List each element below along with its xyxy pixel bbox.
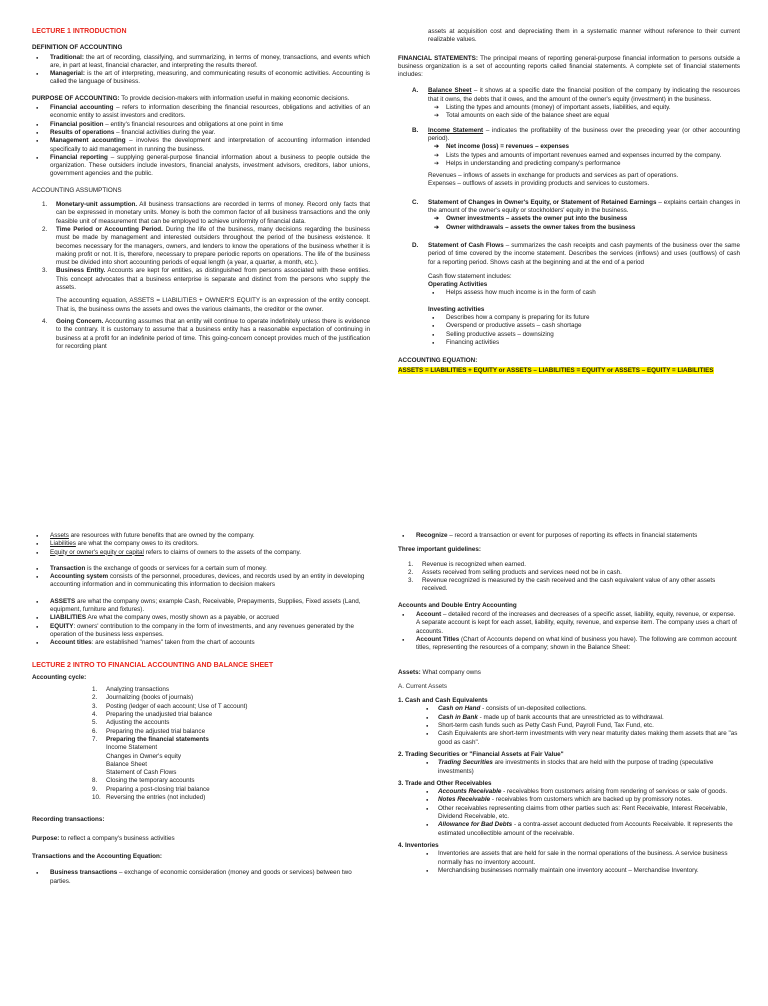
list-item: [398, 821, 740, 838]
text-span: Assets: [50, 532, 69, 539]
text-span: A.: [412, 87, 419, 95]
text-span: Account Titles: [416, 635, 460, 643]
trading-group-heading: 2. Trading Securities or "Financial Assets at Fair Value": [398, 750, 564, 758]
text-span: – it shows at a specific date the financial position of the company by indicating the resources that it owns, the debts that it owes, and the amount of the owner's equity (investment) in the business.: [428, 87, 740, 103]
list-item: [92, 786, 370, 794]
text-span: C.: [412, 198, 419, 206]
list-item: [32, 573, 370, 590]
text-span: Short-term cash funds such as Petty Cash Fund, Payroll Fund, Tax Fund, etc.: [438, 722, 654, 730]
text-span: Are what the company owes, mostly shown as a payable, or accrued: [87, 614, 279, 622]
text-span: 2.: [42, 225, 48, 233]
text-span: Revenue recognized is measured by the cash received and the cash equivalent value of any other assets received.: [422, 577, 716, 593]
text-span: Accounts are kept for entities, as distinguished from persons associated with these entities. This concept advocates that a business enterprise is separate and distinct from the persons who supply the assets.: [56, 267, 370, 292]
list-item: [92, 728, 370, 736]
elements-list: [32, 598, 370, 648]
current-assets-heading: A. Current Assets: [398, 682, 447, 690]
text-span: : are established "names" taken from the chart of accounts: [91, 639, 255, 647]
text-span: - consists of un-deposited collections.: [482, 705, 587, 713]
list-item: [92, 703, 370, 711]
left-top-column: [32, 28, 370, 355]
text-span: Merchandising businesses normally maintain one inventory account – Merchandise Inventory.: [438, 866, 699, 874]
text-span: 9.: [92, 785, 98, 793]
lecture1-title: LECTURE 1 INTRODUCTION: [32, 28, 127, 35]
text-span: Statement of Cash Flows: [428, 241, 504, 249]
list-item: [398, 714, 740, 722]
list-item: [92, 736, 370, 744]
text-span: Analyzing transactions: [106, 686, 170, 694]
text-span: consists of the personnel, procedures, devices, and records used by an entity in developing accounting information and in communicating this information to decision makers: [50, 573, 365, 589]
list-item: [32, 267, 370, 292]
text-span: Equity or owner's equity or capital: [50, 548, 144, 556]
list-item: [32, 598, 370, 615]
list-item: [92, 719, 370, 727]
transaction-list: [32, 565, 370, 590]
list-item: [398, 796, 740, 804]
text-span: Purpose:: [32, 834, 60, 842]
text-span: Assets:: [398, 668, 421, 676]
list-item: [398, 199, 740, 232]
list-item: [398, 730, 740, 747]
list-item: [92, 694, 370, 702]
cash-flow-includes: Cash flow statement includes:: [428, 272, 512, 280]
text-span: 1.: [42, 201, 48, 209]
list-item: [92, 686, 370, 694]
list-item: [398, 705, 740, 713]
text-span: are what the company owns; example Cash, Receivable, Prepayments, Supplies, Fixed assets (Land, equipment, furniture and fixtures).: [50, 597, 361, 614]
text-span: Cash on Hand: [438, 705, 481, 713]
text-span: D.: [412, 241, 419, 249]
right-bottom-column: [398, 532, 740, 879]
text-span: Accounts Receivable: [438, 788, 502, 796]
text-span: 6.: [92, 727, 98, 735]
text-span: 4.: [42, 317, 48, 325]
text-span: Inventories are assets that are held for sale in the normal operations of the business. A service business normally has no inventory account.: [438, 850, 728, 866]
list-item: [32, 623, 370, 640]
list-item: [32, 614, 370, 622]
text-span: (Chart of Accounts depend on what kind of business you have). The following are common account titles, representing the resources of a company; shown in the Balance Sheet:: [416, 635, 737, 652]
text-span: Management accounting: [50, 137, 126, 145]
text-span: - receivables from customers which are backed up by promissory notes.: [491, 796, 693, 804]
list-item: [32, 869, 370, 886]
list-item: Balance Sheet: [106, 760, 147, 768]
text-span: Statement of Changes in Owner's Equity, or Statement of Retained Earnings: [428, 198, 657, 206]
text-span: Reversing the entries (not included): [106, 794, 206, 802]
business-transactions-list: [32, 869, 370, 886]
text-span: Cash in Bank: [438, 713, 478, 721]
transactions-equation-heading: Transactions and the Accounting Equation:: [32, 852, 162, 860]
list-item: [398, 87, 740, 120]
list-item: [32, 104, 370, 121]
text-span: 2.: [408, 568, 414, 576]
text-span: – record a transaction or event for purposes of reporting its effects in financial statements: [449, 532, 698, 539]
text-span: Adjusting the accounts: [106, 719, 170, 727]
text-span: Preparing the financial statements: [106, 735, 209, 743]
list-item: [92, 777, 370, 785]
recording-heading: Recording transactions:: [32, 816, 105, 824]
text-span: During the life of the business, many decisions regarding the business must be made by management and interested outsiders throughout the period of the business existence. It becomes necessary for the managers, owners, and lenders to know the operations of the business whether it is making profit or not. It is, therefore, necessary to prepare periodic reports on operations. The life of the business must be divided into short accounting periods of equal length (a year, a quarter, a month, etc.).: [56, 225, 370, 267]
definitions-list: [32, 532, 370, 557]
text-span: Trading Securities: [438, 759, 493, 767]
list-item: [398, 759, 740, 776]
text-span: – involves the development and interpretation of accounting information intended specifically to aid management in running the business.: [50, 137, 371, 153]
list-item: ● Overspend or productive assets – cash shortage: [428, 322, 740, 330]
text-span: is the art of interpreting, measuring, and communicating results of economic activities. Accounting is called the language of business.: [50, 70, 370, 86]
text-span: - made up of bank accounts that are unrestricted as to withdrawal.: [479, 713, 664, 721]
list-item: ➔ Helps in understanding and predicting company's performance: [398, 160, 740, 168]
list-item: [32, 201, 370, 226]
right-top-column: [398, 28, 740, 379]
lecture2-title: LECTURE 2 INTRO TO FINANCIAL ACCOUNTING AND BALANCE SHEET: [32, 661, 274, 669]
list-item: ● Selling productive assets – downsizing: [428, 331, 740, 339]
text-span: – financial activities during the year.: [116, 128, 216, 136]
list-item: [32, 549, 370, 557]
text-span: Closing the temporary accounts: [106, 777, 195, 785]
text-span: Financial reporting: [50, 153, 108, 161]
text-span: Cash Equivalents are short-term investments with very near maturity dates making them assets that are "as good as cash".: [438, 730, 738, 746]
list-item: [32, 54, 370, 71]
accounting-equation-heading: ACCOUNTING EQUATION:: [398, 357, 478, 365]
text-span: – entity's financial resources and obligations at one point in time: [105, 120, 284, 128]
assumptions-list: [32, 201, 370, 292]
operating-heading: Operating Activities: [428, 281, 488, 289]
text-span: Expenses – outflows of assets in providing products and services to customers.: [428, 180, 650, 188]
text-span: 3.: [42, 267, 48, 275]
text-span: – exchange of economic consideration (money and goods or services) between two parties.: [50, 869, 352, 885]
list-item: [398, 722, 740, 730]
text-span: are investments in stocks that are held with the purpose of trading (speculative investments): [438, 759, 714, 775]
list-item: [398, 561, 740, 569]
operating-list: [428, 289, 740, 297]
text-span: Time Period or Accounting Period.: [56, 225, 163, 233]
list-item: [398, 850, 740, 867]
list-item: [32, 121, 370, 129]
receivables-group-heading: 3. Trade and Other Receivables: [398, 779, 492, 787]
text-span: – explains certain changes in the amount of the owner's equity or stockholders' equity in the business.: [428, 198, 741, 215]
purpose-list: [32, 104, 370, 179]
list-item: ● Helps assess how much income is in the form of cash: [428, 289, 740, 297]
cash-group-list: [398, 705, 740, 746]
text-span: 1.: [92, 686, 98, 694]
text-span: is the exchange of goods or services for a certain sum of money.: [87, 564, 267, 572]
list-item: [398, 788, 740, 796]
continued-text: assets at acquisition cost and depreciating them in a systematic manner without reference to their current realizable values.: [428, 28, 740, 44]
list-item: [32, 540, 370, 548]
text-span: Allowance for Bad Debts: [438, 821, 513, 829]
list-item: [398, 636, 740, 653]
list-item: [398, 127, 740, 189]
list-item: [32, 318, 370, 351]
text-span: Monetary-unit assumption.: [56, 201, 138, 209]
list-item: [32, 137, 370, 154]
text-span: [398, 273, 740, 347]
list-item: [398, 867, 740, 875]
list-item: [32, 639, 370, 647]
text-span: Posting (ledger of each account; Use of T account): [106, 702, 248, 710]
accounting-cycle-list: [92, 686, 370, 802]
text-span: Notes Receivable: [438, 796, 491, 804]
list-item: [398, 805, 740, 822]
list-item: [92, 711, 370, 719]
going-concern-list: [32, 318, 370, 351]
text-span: – supplying general-purpose financial information about a business to people outside the organization. These outsiders include investors, financial analysts, investment advisors, creditors, labor unions, government agencies and the public.: [50, 153, 371, 178]
text-span: – refers to information describing the financial resources, obligations and activities of an economic entity to assist investors and creditors.: [50, 104, 371, 120]
purpose-paragraph: [32, 95, 370, 103]
text-span: B.: [412, 126, 419, 134]
text-span: Balance Sheet: [428, 87, 472, 95]
text-span: Revenues – inflows of assets in exchange for products and services as part of operations.: [428, 172, 679, 180]
list-item: [32, 532, 370, 540]
list-item: Income Statement: [106, 744, 158, 752]
text-span: PURPOSE OF ACCOUNTING:: [32, 94, 120, 102]
investing-heading: Investing activities: [428, 305, 485, 313]
text-span: 7.: [92, 735, 98, 743]
text-span: 1.: [408, 560, 414, 568]
list-item: [32, 129, 370, 137]
text-span: are resources with future benefits that are owned by the company.: [70, 532, 255, 539]
text-span: to reflect a company's business activities: [61, 834, 175, 842]
receivables-group-list: [398, 788, 740, 838]
list-item: Changes in Owner's equity: [106, 752, 182, 760]
text-span: : owners' contribution to the company in the form of investments, and any revenues generated by the operation of the business less expenses.: [50, 622, 354, 638]
list-item: ➔ Total amounts on each side of the balance sheet are equal: [398, 112, 740, 120]
text-span: 3.: [408, 577, 414, 585]
list-item: ➔ Lists the types and amounts of important revenues earned and expenses incurred by the company.: [398, 152, 740, 160]
list-item: [32, 565, 370, 573]
text-span: Going Concern.: [56, 317, 104, 325]
text-span: – indicates the profitability of the business over the preceding year (or other accounting period).: [428, 126, 740, 142]
list-item: ➔ Owner withdrawals – assets the owner takes from the business: [398, 224, 740, 232]
text-span: Recognize: [416, 532, 448, 539]
investing-list: [428, 314, 740, 347]
trading-group-list: [398, 759, 740, 776]
list-item: ➔ Owner investments – assets the owner put into the business: [398, 215, 740, 223]
accounting-equation: [398, 367, 740, 375]
text-span: Preparing a post-closing trial balance: [106, 785, 210, 793]
text-span: Preparing the adjusted trial balance: [106, 727, 206, 735]
list-item: ➔ Listing the types and amounts (money) of important assets, liabilities, and equity.: [398, 104, 740, 112]
list-item: ● Describes how a company is preparing for its future: [428, 314, 740, 322]
definition-list: [32, 54, 370, 87]
guidelines-list: [398, 561, 740, 594]
financial-statements-intro: [398, 55, 740, 80]
text-span: Financial position: [50, 120, 104, 128]
list-item: ➔ Net income (loss) = revenues – expenses: [398, 143, 740, 151]
double-entry-heading: Accounts and Double Entry Accounting: [398, 601, 517, 609]
guidelines-heading: Three important guidelines:: [398, 546, 481, 554]
text-span: Business transactions: [50, 869, 118, 877]
list-item: [32, 226, 370, 267]
text-span: What company owns: [422, 668, 481, 676]
text-span: ASSETS: [50, 597, 76, 605]
cycle-heading: Accounting cycle:: [32, 673, 87, 681]
text-span: The principal means of reporting general-purpose financial information to persons outside a business organization is a set of accounting reports called financial statements. A complete set of financial statements includes:: [398, 54, 741, 79]
list-item: [32, 154, 370, 179]
financial-statements-list: [398, 87, 740, 266]
list-item: [32, 70, 370, 87]
recognize-list: [398, 532, 740, 540]
text-span: All business transactions are recorded in terms of money. Record only facts that can be expressed in monetary units. Money is both the common factor of all business transactions and the only feasible unit of measurement that can be employed to achieve uniformity of financial data.: [56, 201, 370, 225]
text-span: Transaction: [50, 564, 86, 572]
text-span: Financial accounting: [50, 104, 114, 112]
list-item: [398, 577, 740, 594]
text-span: Business Entity.: [56, 267, 106, 275]
list-item: Statement of Cash Flows: [106, 769, 177, 777]
list-item: [398, 569, 740, 577]
text-span: ASSETS = LIABILITIES + EQUITY or ASSETS – LIABILITIES = EQUITY or ASSETS – EQUITY = LIABILITIES: [398, 366, 714, 374]
assets-heading: [398, 669, 740, 677]
list-item: [398, 242, 740, 267]
text-span: - a contra-asset account deducted from Accounts Receivable. It represents the estimated uncollectible amount of the receivable.: [438, 821, 733, 837]
definition-heading: DEFINITION OF ACCOUNTING: [32, 44, 123, 52]
text-span: - receivables from customers arising from rendering of services or sale of goods.: [503, 788, 728, 796]
assumptions-heading: ACCOUNTING ASSUMPTIONS: [32, 186, 122, 194]
text-span: Results of operations: [50, 128, 115, 136]
text-span: are what the company owes to its creditors.: [77, 540, 199, 548]
text-span: Liabilities: [50, 540, 76, 548]
text-span: Accounting system: [50, 573, 109, 581]
text-span: Account titles: [50, 639, 92, 647]
text-span: Revenue is recognized when earned.: [422, 560, 526, 568]
purpose-line: [32, 835, 370, 843]
inventories-group-heading: 4. Inventories: [398, 841, 439, 849]
text-span: 4.: [92, 711, 98, 719]
text-span: 5.: [92, 719, 98, 727]
text-span: 8.: [92, 777, 98, 785]
text-span: the art of recording, classifying, and summarizing, in terms of money, transactions, and events which are, in part at least, financial character, and interpreting the results thereof.: [50, 53, 371, 69]
text-span: Traditional:: [50, 53, 84, 61]
list-item: [398, 532, 740, 540]
text-span: Assets received from selling products and services need not be in cash.: [422, 568, 622, 576]
text-span: 10.: [92, 794, 101, 802]
text-span: To provide decision-makers with information useful in making economic decisions.: [121, 94, 350, 102]
list-item: ● Financing activities: [428, 339, 740, 347]
text-span: – summarizes the cash receipts and cash payments of the business over the same period of time covered by the income statement. Describes the services (inflows) and uses (outflows) of cash for a reporting period. Shows cash at the beginning and at the end of a period: [428, 241, 741, 266]
text-span: Preparing the unadjusted trial balance: [106, 711, 213, 719]
text-span: Accounting assumes that an entity will continue to operate indefinitely unless there is evidence to the contrary. It is customary to assume that a business entity has a reasonable expectation of continuing in business at a profit for an indefinite period of time. This going-concern concept provides much of the justification for recording plant: [56, 317, 371, 350]
text-span: 2.: [92, 694, 98, 702]
cash-group-heading: 1. Cash and Cash Equivalents: [398, 697, 488, 705]
equation-note: The accounting equation, ASSETS = LIABILITIES + OWNER'S EQUITY is an expression of the entity concept. That is, the business owns the assets and owes the various claimants, the creditor or the owner.: [56, 297, 370, 313]
text-span: Managerial:: [50, 70, 85, 78]
text-span: – detailed record of the increases and decreases of a specific asset, liability, equity, revenue, or expense. A separate account is kept for each asset, liability, equity, revenue, and expense item. The company uses a chart of accounts.: [416, 611, 737, 635]
text-span: LIABILITIES: [50, 614, 87, 622]
text-span: Other receivables representing claims from other parties such as: Rent Receivable, Interest Receivable, Dividend Receivable, etc.: [438, 804, 728, 821]
double-entry-list: [398, 611, 740, 652]
text-span: refers to claims of owners to the assets of the company.: [145, 548, 301, 556]
text-span: Income Statement: [428, 126, 484, 134]
left-bottom-column: [32, 532, 370, 890]
inventories-group-list: [398, 850, 740, 875]
text-span: 3.: [92, 702, 98, 710]
list-item: [398, 611, 740, 636]
list-item: [92, 794, 370, 802]
text-span: Account: [416, 611, 442, 619]
text-span: Journalizing (books of journals): [106, 694, 194, 702]
text-span: FINANCIAL STATEMENTS:: [398, 54, 478, 62]
text-span: EQUITY: [50, 622, 74, 630]
